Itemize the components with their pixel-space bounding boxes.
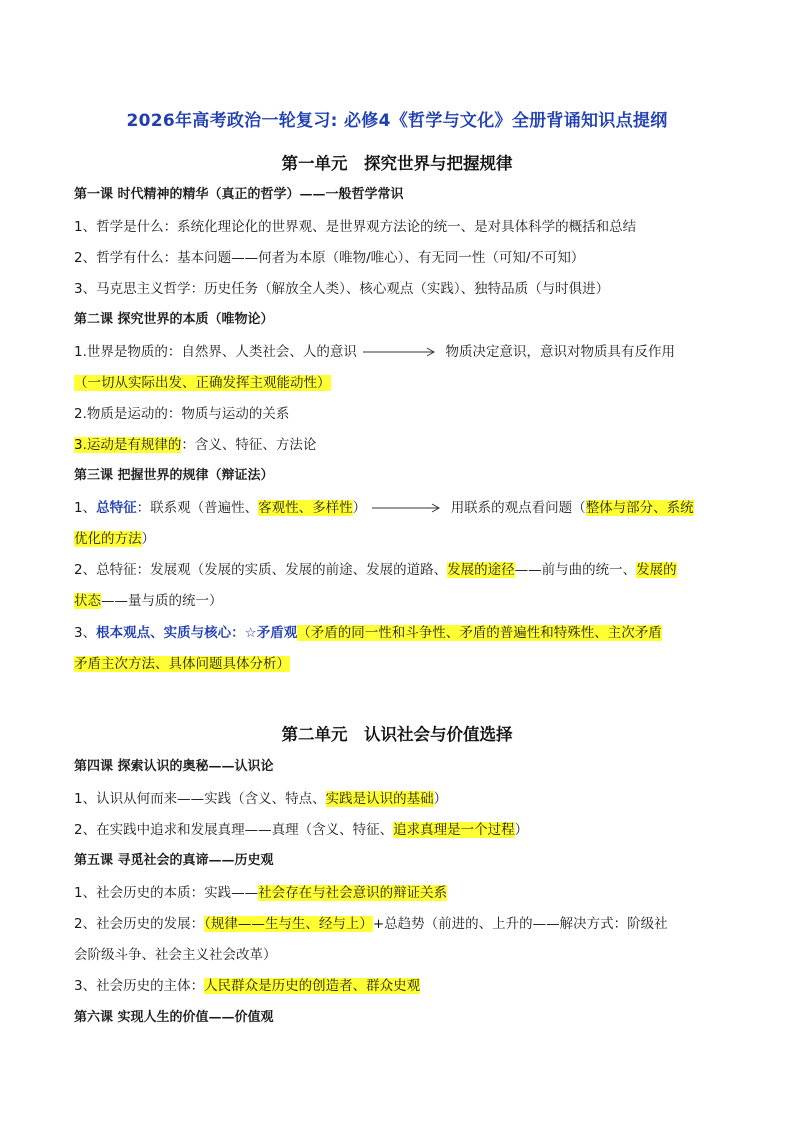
lesson5-line1-a: 1、社会历史的本质：实践—— xyxy=(74,885,259,901)
lesson3-line1 xyxy=(74,499,694,517)
lesson1-heading: 第一课 时代精神的精华（真正的哲学）——一般哲学常识 xyxy=(74,187,404,202)
lesson2-line3-rest: ：含义、特征、方法论 xyxy=(181,437,317,453)
lesson3-line3-a: 3、 xyxy=(74,625,97,641)
lesson3-line1-c: ：联系观（普遍性、 xyxy=(136,500,259,516)
lesson2-line1-b: 物质决定意识，意识对物质具有反作用 xyxy=(445,344,675,360)
lesson4-line1 xyxy=(74,790,447,808)
lesson5-line3-b: 人民群众是历史的创造者、群众史观 xyxy=(204,978,421,994)
lesson1-line2: 2、哲学有什么：基本问题——何者为本原（唯物/唯心）、有无同一性（可知/不可知） xyxy=(74,250,585,266)
lesson2-line3 xyxy=(74,436,316,454)
lesson5-line1 xyxy=(74,884,447,902)
unit1-title: 第一单元 探究世界与把握规律 xyxy=(281,154,513,173)
lesson5-line3 xyxy=(74,977,420,995)
lesson3-line3-cont xyxy=(74,655,290,673)
lesson3-line2-e: 状态 xyxy=(74,593,101,609)
lesson3-line2-f: ——量与质的统一） xyxy=(101,593,223,609)
lesson3-line1-d: 客观性、多样性 xyxy=(258,500,353,516)
lesson4-line1-c: ） xyxy=(433,791,448,807)
lesson4-heading: 第四课 探索认识的奥秘——认识论 xyxy=(74,759,274,774)
lesson2-line1-a: 1.世界是物质的：自然界、人类社会、人的意识 xyxy=(74,344,357,360)
lesson5-line2-cont: 会阶级斗争、社会主义社会改革） xyxy=(74,947,277,963)
lesson3-line2-a: 2、总特征：发展观（发展的实质、发展的前途、发展的道路、 xyxy=(74,562,448,578)
lesson2-line1 xyxy=(74,343,675,361)
lesson4-line1-b: 实践是认识的基础 xyxy=(325,791,434,807)
lesson4-line2 xyxy=(74,821,528,839)
lesson3-line1-a: 1、 xyxy=(74,500,97,516)
lesson4-line1-a: 1、认识从何而来——实践（含义、特点、 xyxy=(74,791,326,807)
lesson5-heading: 第五课 寻觅社会的真谛——历史观 xyxy=(74,853,274,868)
lesson5-line3-a: 3、社会历史的主体： xyxy=(74,978,205,994)
lesson4-line2-c: ） xyxy=(514,822,529,838)
lesson3-line2-cont xyxy=(74,592,223,610)
lesson2-line1-note-text: （一切从实际出发、正确发挥主观能动性） xyxy=(74,375,331,391)
lesson3-line1-b: 总特征 xyxy=(96,500,137,516)
document-title: 2026年高考政治一轮复习: 必修4《哲学与文化》全册背诵知识点提纲 xyxy=(126,111,668,131)
lesson3-line1-f: 用联系的观点看问题（ xyxy=(450,500,586,516)
lesson4-line2-b: 追求真理是一个过程 xyxy=(393,822,515,838)
lesson3-line1-h: 优化的方法 xyxy=(74,531,142,547)
lesson1-line1: 1、哲学是什么：系统化理论化的世界观、是世界观方法论的统一、是对具体科学的概括和总结 xyxy=(74,219,637,235)
lesson1-line3: 3、马克思主义哲学：历史任务（解放全人类）、核心观点（实践）、独特品质（与时俱进） xyxy=(74,281,610,297)
lesson3-line2-d: 发展的 xyxy=(636,562,677,578)
lesson5-line2-c: +总趋势（前进的、上升的——解决方式：阶级社 xyxy=(372,916,668,932)
lesson5-line2-a: 2、社会历史的发展： xyxy=(74,916,205,932)
lesson3-line2-b: 发展的途径 xyxy=(447,562,515,578)
lesson5-line2 xyxy=(74,915,668,933)
lesson3-line1-cont xyxy=(74,530,155,548)
lesson5-line1-b: 社会存在与社会意识的辩证关系 xyxy=(258,885,448,901)
right-arrow-icon xyxy=(363,347,439,357)
lesson3-line1-e: ） xyxy=(352,500,367,516)
lesson5-line2-b: （规律——生与生、经与上） xyxy=(204,916,373,932)
lesson3-line3 xyxy=(74,624,662,642)
lesson3-line3-c: （矛盾的同一性和斗争性、矛盾的普遍性和特殊性、主次矛盾 xyxy=(297,625,662,641)
unit2-title: 第二单元 认识社会与价值选择 xyxy=(281,725,513,744)
lesson3-heading: 第三课 把握世界的规律（辩证法） xyxy=(74,468,274,483)
lesson3-line2-c: ——前与曲的统一、 xyxy=(514,562,637,578)
lesson4-line2-a: 2、在实践中追求和发展真理——真理（含义、特征、 xyxy=(74,822,394,838)
lesson3-line2 xyxy=(74,561,677,579)
lesson2-line3-highlight: 3.运动是有规律的 xyxy=(74,437,182,453)
lesson3-line1-g: 整体与部分、系统 xyxy=(585,500,694,516)
lesson2-heading: 第二课 探究世界的本质（唯物论） xyxy=(74,312,274,327)
lesson3-line1-i: ） xyxy=(141,531,155,547)
lesson2-line2: 2.物质是运动的：物质与运动的关系 xyxy=(74,406,290,422)
lesson3-line3-d: 矛盾主次方法、具体问题具体分析） xyxy=(74,656,290,672)
lesson6-heading: 第六课 实现人生的价值——价值观 xyxy=(74,1010,274,1025)
lesson3-line3-b: 根本观点、实质与核心：☆矛盾观 xyxy=(96,625,298,641)
right-arrow-icon xyxy=(372,503,444,513)
lesson2-line1-note xyxy=(74,374,331,392)
